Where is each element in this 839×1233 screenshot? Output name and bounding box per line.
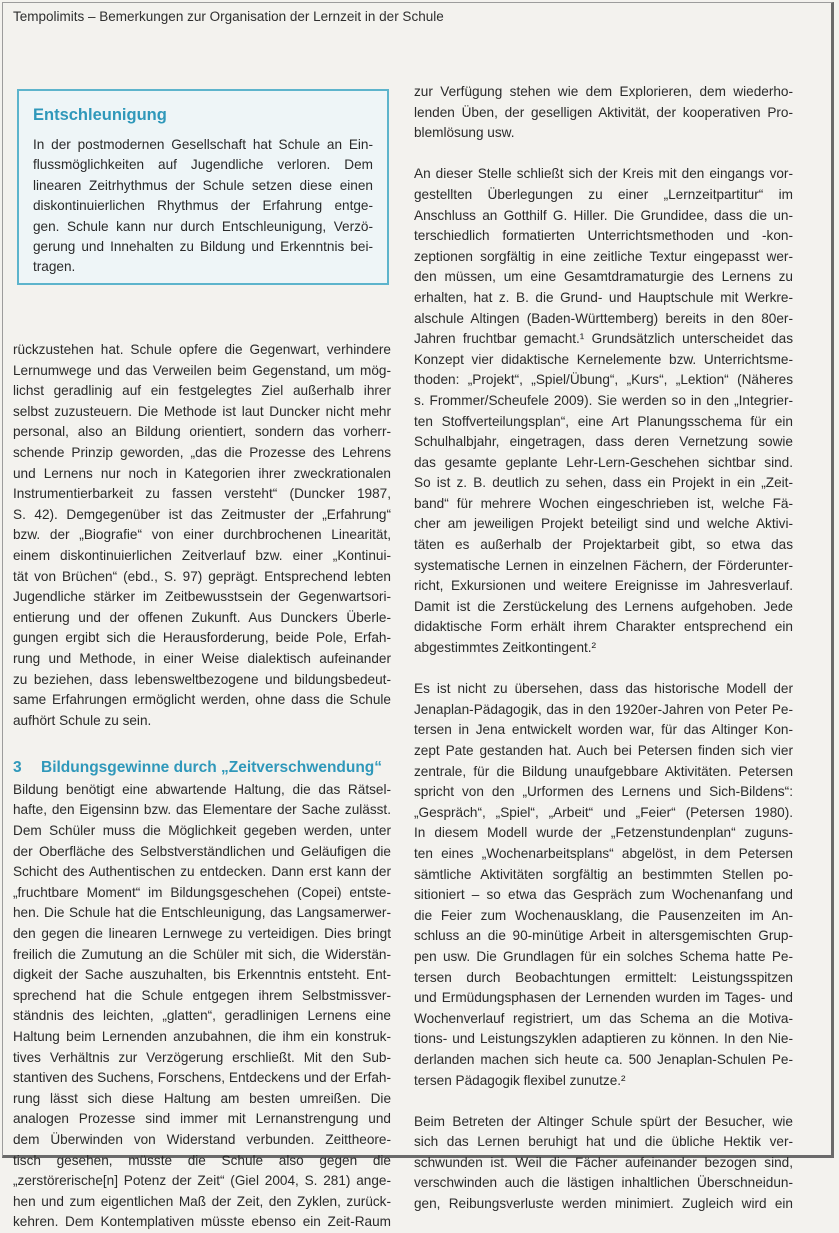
text-line: „fruchtbare Moment“ im Bildungsgeschehen (Copei) entste- xyxy=(13,884,391,900)
text-line: Damit ist die Zerstückelung des Lernens aufgehoben. Jede xyxy=(414,598,793,614)
text-line: dem Überwinden von Widerstand verbunden. Zeittheore- xyxy=(13,1131,391,1147)
text-line: hen. Die Schule hat die Entschleunigung, das Langsamerwer- xyxy=(13,905,391,921)
text-line: Schicht des Authentischen zu entdecken. Dann erst kann der xyxy=(13,864,391,880)
text-line: tersen durch Beobachtungen ermittelt: Leistungsspitzen xyxy=(414,969,793,985)
text-line: „zerstörerische[n] Potenz der Zeit“ (Giel 2004, S. 281) ange- xyxy=(13,1173,391,1189)
text-line: tisch gesehen, müsste die Schule also gegen die xyxy=(13,1152,391,1168)
text-line: gestellten Überlegungen zu einer „Lernzeitpartitur“ im xyxy=(414,186,793,202)
text-line: freilich die Zumutung an die Schüler mit sich, die Widerstän- xyxy=(13,946,391,962)
text-line: gen, Reibungsverluste werden minimiert. Zugleich wird ein xyxy=(414,1196,793,1212)
text-line: schende Prinzip geworden, „das die Prozesse des Lehrens xyxy=(13,444,391,460)
text-line: Konzept vier didaktische Kernelemente bzw. Unterrichtsme- xyxy=(414,351,793,367)
text-line: systematische Lernen in einzelnen Fächern, der Förderunter- xyxy=(414,557,793,573)
text-line: personal, also an Bildung orientiert, sondern das vorherr- xyxy=(13,424,391,440)
text-line: bzw. der „Biografie“ von einer durchbrochenen Linearität, xyxy=(13,527,391,543)
callout-body xyxy=(33,135,373,278)
section-number: 3 xyxy=(13,758,22,776)
text-line: cher am jeweiligen Projekt beteiligt sind und welche Aktivi- xyxy=(414,516,793,532)
running-header: Tempolimits – Bemerkungen zur Organisation der Lernzeit in der Schule xyxy=(13,9,444,24)
text-line: Lernumwege und das Verweilen beim Gegenstand, um mög- xyxy=(13,362,391,378)
text-line: tragen. xyxy=(33,259,76,275)
text-line: selbst zuzusteuern. Die Methode ist laut Duncker nicht mehr xyxy=(13,403,391,419)
text-line: zentrale, für die Bildung unaufgebbare Aktivitäten. Petersen xyxy=(414,763,793,779)
paragraph xyxy=(13,340,391,731)
text-line: lichst geradlinig auf ein festgelegtes Ziel außerhalb ihrer xyxy=(13,383,391,399)
text-line: gungen ergibt sich die Herausforderung, beide Pole, Erfah- xyxy=(13,630,391,646)
text-line: erhalten, hat z. B. die Grund- und Hauptschule mit Werkre- xyxy=(414,289,793,305)
text-line: band“ für mehrere Wochen eingeschrieben ist, welche Fä- xyxy=(414,495,793,511)
text-line: analogen Prozesse sind immer mit Lernanstrengung und xyxy=(13,1111,391,1127)
text-line: In der postmodernen Gesellschaft hat Schule an Ein- xyxy=(33,137,373,152)
text-line: flussmöglichkeiten auf Jugendliche verloren. Dem xyxy=(33,157,373,173)
text-line: gen. Schule kann nur durch Entschleunigung, Verzö- xyxy=(33,218,373,234)
text-line: zept Pate gestanden hat. Auch bei Petersen finden sich vier xyxy=(414,743,793,758)
text-line: digkeit der Sache auszuhalten, bis Erkenntnis entsteht. Ent- xyxy=(13,967,391,983)
spacer xyxy=(414,144,793,165)
text-line: ten Stoffverteilungsplan“, eine Art Planungsschema für ein xyxy=(414,413,793,429)
paragraph xyxy=(13,780,391,1233)
text-line: derlanden machen sich heute ca. 500 Jenaplan-Schulen Pe- xyxy=(414,1051,793,1067)
text-line: terschiedlich formatierten Unterrichtsmethoden und -kon- xyxy=(414,228,793,244)
text-line: Haltung beim Lernenden anzubahnen, die ihm ein konstruk- xyxy=(13,1029,391,1044)
text-line: rung lässt sich diese Haltung am besten umreißen. Die xyxy=(13,1090,391,1106)
text-line: sprechend hat die Schule entgegen ihrem Selbstmissver- xyxy=(13,987,391,1003)
paragraph xyxy=(414,164,793,658)
text-line: diskontinuierlichen Rhythmus der Erfahrung entge- xyxy=(33,198,373,214)
text-line: s. Frommer/Scheufele 2009). Sie werden so in den „Integrier- xyxy=(414,392,793,408)
text-line: Jahren fruchtbar gemacht.¹ Grundsätzlich unterscheidet das xyxy=(414,331,793,347)
text-line: die Feier zum Wochenausklang, die Pausenzeiten im An- xyxy=(414,907,793,923)
text-line: der Oberfläche des Selbstverständlichen und Geläufigen die xyxy=(13,843,391,859)
text-line: tersen in Jena entwickelt worden war, für das Altinger Kon- xyxy=(414,722,793,738)
text-line: spricht von den „Urformen des Lernens und Sich-Bildens“: xyxy=(414,784,793,800)
text-line: abgestimmtes Zeitkontingent.² xyxy=(414,640,597,656)
text-line: Wochenverlauf registriert, um das Schema an die Motiva- xyxy=(414,1010,793,1026)
text-line: schluss an die 90-minütige Arbeit in altersgemischten Grup- xyxy=(414,928,793,944)
text-line: ten eines „Wochenarbeitsplans“ abgelöst, in dem Petersen xyxy=(414,845,793,861)
paragraph xyxy=(414,679,793,1091)
section-heading xyxy=(13,756,391,780)
text-line: richt, Exkursionen und weitere Ereignisse im Jahresverlauf. xyxy=(414,578,793,594)
text-line: gerung und Innehalten zu Bildung und Erkenntnis bei- xyxy=(33,238,373,254)
text-line: verschwinden auch die lästigen inhaltlichen Überschneidun- xyxy=(414,1175,793,1191)
paragraph xyxy=(414,1112,793,1215)
text-line: Schulhalbjahr, eingetragen, dass deren Vernetzung sowie xyxy=(414,434,793,450)
text-line: stantiven des Suchens, Forschens, Entdeckens und der Erfah- xyxy=(13,1070,391,1086)
text-line: tions- und Leistungszyklen adaptieren zu können. In den Nie- xyxy=(414,1031,793,1047)
paragraph xyxy=(414,82,793,144)
text-line: In diesem Modell wurde der „Fetzenstundenplan“ zuguns- xyxy=(414,825,793,841)
text-line: S. 42). Demgegenüber ist das Zeitmuster der „Erfahrung“ xyxy=(13,506,391,522)
text-line: Instrumentierbarkeit zu fassen versteht“ (Duncker 1987, xyxy=(13,486,391,502)
text-line: ständnis des leichten, „glatten“, geradlinigen Lernens eine xyxy=(13,1008,391,1024)
text-line: aufhört Schule zu sein. xyxy=(13,712,152,728)
text-line: hafte, den Eigensinn bzw. das Elementare der Sache zulässt. xyxy=(13,802,391,818)
text-line: Bildung benötigt eine abwartende Haltung, die das Rätsel- xyxy=(13,781,391,797)
text-line: hen und zum eigentlichen Maß der Zeit, den Zyklen, zurück- xyxy=(13,1193,391,1209)
text-line: rung und Methode, in einer Weise dialektisch aufeinander xyxy=(13,650,391,666)
text-line: thoden: „Projekt“, „Spiel/Übung“, „Kurs“, „Lektion“ (Näheres xyxy=(414,372,793,388)
left-column xyxy=(13,340,391,1233)
text-line: Jugendliche stärker im Zeitbewusstsein der Gegenwartsori- xyxy=(13,589,391,605)
text-line: das gesamte geplante Lehr-Lern-Geschehen sichtbar sind. xyxy=(414,454,793,470)
section-title: Bildungsgewinne durch „Zeitverschwendung“ xyxy=(41,758,383,776)
text-line: Dem Schüler muss die Möglichkeit gegeben werden, unter xyxy=(13,823,391,839)
text-line: An dieser Stelle schließt sich der Kreis mit den eingangs vor- xyxy=(414,166,793,182)
text-line: zu beziehen, dass lebensweltbezogene und bildungsbedeut- xyxy=(13,671,391,687)
text-line: zeptionen sorgfältig in eine zeitliche Textur eingepasst wer- xyxy=(414,248,793,264)
text-line: kehren. Dem Kontemplativen müsste ebenso ein Zeit-Raum xyxy=(13,1214,391,1230)
text-line: Es ist nicht zu übersehen, dass das historische Modell der xyxy=(414,681,793,697)
text-line: Anschluss an Gotthilf G. Hiller. Die Grundidee, dass die un- xyxy=(414,207,793,223)
text-line: den müssen, um eine Gesamtdramaturgie des Lernens zu xyxy=(414,269,793,285)
text-line: und Ermüdungsphasen der Lernenden wurden im Tages- und xyxy=(414,990,793,1006)
spacer xyxy=(414,1091,793,1112)
text-line: tives Verhältnis zur Verzögerung erschließt. Mit den Sub- xyxy=(13,1049,391,1065)
text-line: tersen Pädagogik flexibel zunutze.² xyxy=(414,1072,626,1088)
text-line: Jenaplan-Pädagogik, das in den 1920er-Jahren von Peter Pe- xyxy=(414,701,793,717)
text-line: sämtliche Aktivitäten sorgfältig an bestimmten Stellen po- xyxy=(414,866,793,882)
right-column xyxy=(414,82,793,1215)
callout-box xyxy=(17,89,389,285)
text-line: lenden Üben, der geselligen Aktivität, der kooperativen Pro- xyxy=(414,104,793,120)
text-line: So ist z. B. deutlich zu sehen, dass ein Projekt in ein „Zeit- xyxy=(414,475,793,491)
text-line: Beim Betreten der Altinger Schule spürt der Besucher, wie xyxy=(414,1113,793,1129)
spacer xyxy=(13,731,391,752)
text-line: sich das Lernen beruhigt hat und die übliche Hektik ver- xyxy=(414,1134,793,1150)
spacer xyxy=(414,659,793,680)
text-line: entierung und der offenen Zukunft. Aus Dunckers Überle- xyxy=(13,609,391,625)
text-line: täten es außerhalb der Projektarbeit gibt, so etwa das xyxy=(414,537,793,553)
text-line: linearen Zeitrhythmus der Schule setzen diese einen xyxy=(33,177,373,193)
text-line: einem diskontinuierlichen Zeitverlauf bzw. einer „Kontinui- xyxy=(13,547,391,563)
callout-title: Entschleunigung xyxy=(33,106,167,124)
text-line: rückzustehen hat. Schule opfere die Gegenwart, verhindere xyxy=(13,342,391,357)
text-line: den gegen die linearen Lernwege zu verteidigen. Dies bringt xyxy=(13,926,391,942)
text-line: pen usw. Die Grundlagen für ein solches Schema hatte Pe- xyxy=(414,948,793,964)
text-line: schwunden ist. Weil die Fächer aufeinander bezogen sind, xyxy=(414,1154,793,1170)
text-line: didaktische Form erhält ihrem Charakter entsprechend ein xyxy=(414,619,793,635)
text-line: tät von Brüchen“ (ebd., S. 97) geprägt. Entsprechend lebten xyxy=(13,568,391,584)
text-line: und Lernens nur noch in Kategorien ihrer zweckrationalen xyxy=(13,465,391,481)
text-line: sitioniert – so etwa das Gespräch zum Wochenanfang und xyxy=(414,887,793,903)
text-line: blemlösung usw. xyxy=(414,125,515,141)
text-line: „Gespräch“, „Spiel“, „Arbeit“ und „Feier“ (Petersen 1980). xyxy=(414,804,793,820)
text-line: zur Verfügung stehen wie dem Explorieren, dem wiederho- xyxy=(414,84,793,99)
text-line: alschule Altingen (Baden-Württemberg) bereits in den 80er- xyxy=(414,310,793,326)
text-line: same Erfahrungen ermöglicht werden, ohne dass die Schule xyxy=(13,692,391,708)
